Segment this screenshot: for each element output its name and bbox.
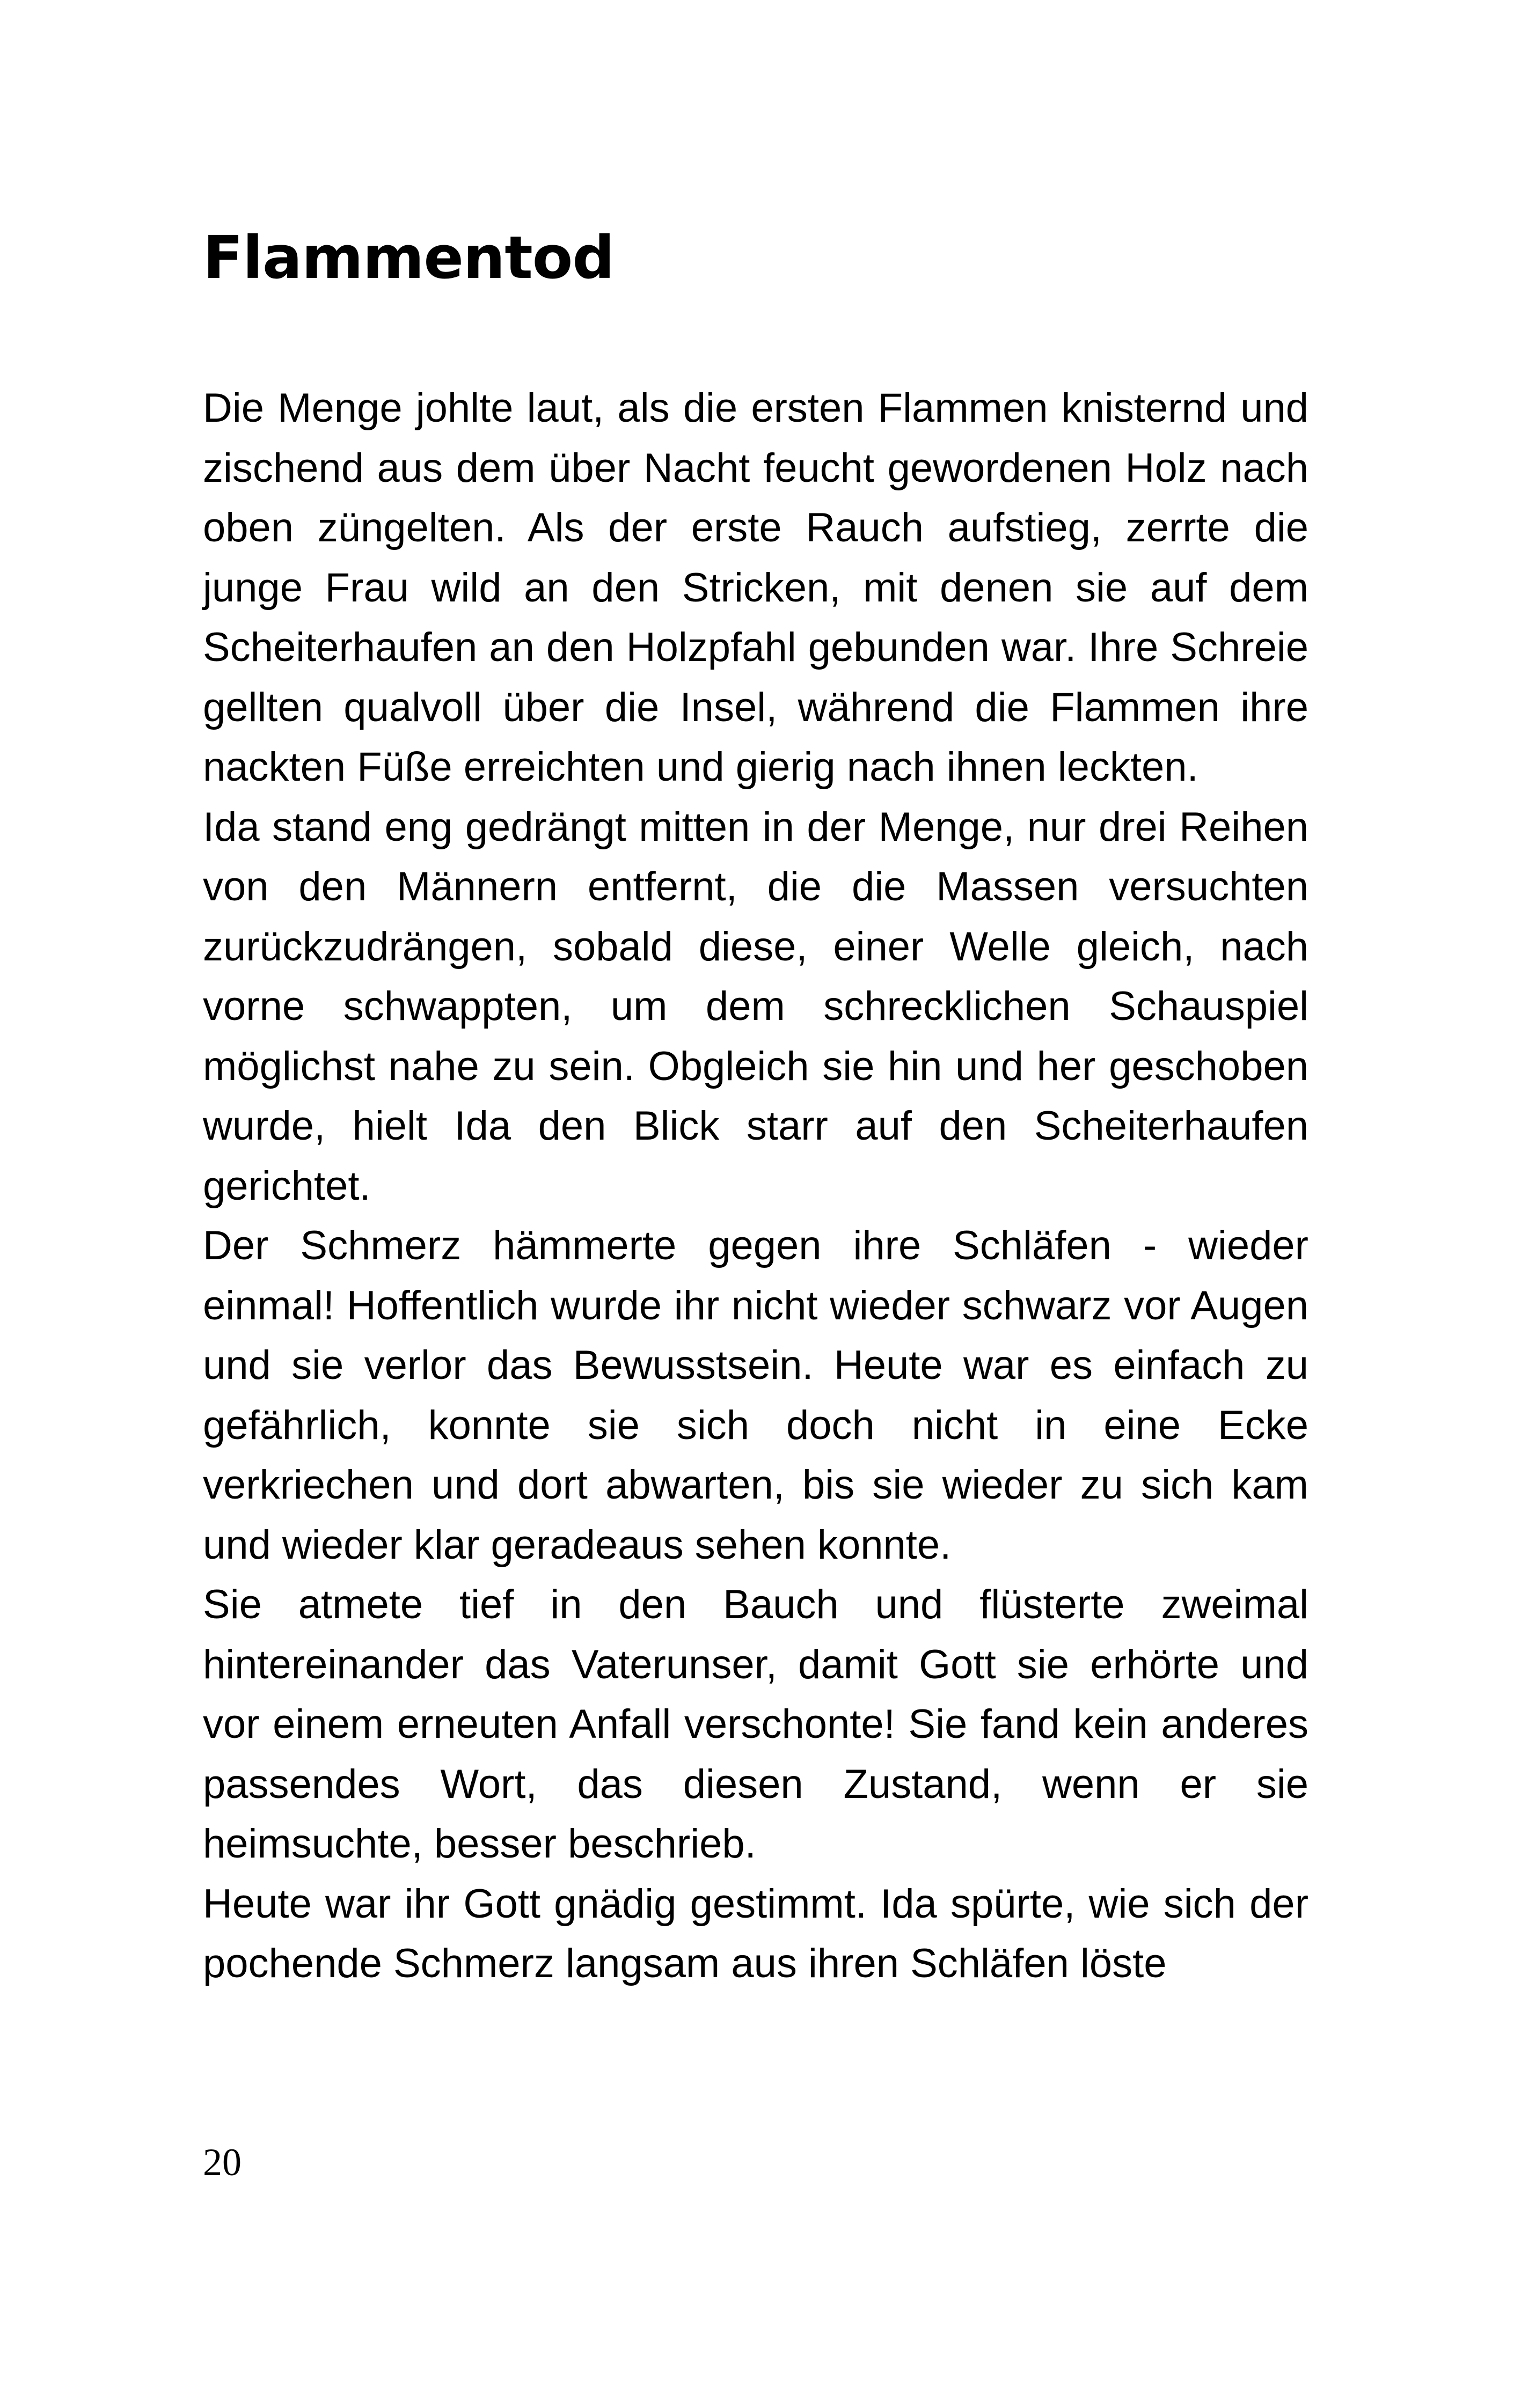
- page-number: 20: [203, 2141, 242, 2184]
- paragraph-5: Heute war ihr Gott gnädig gestimmt. Ida spürte, wie sich der pochende Schmerz langsam aus ihren Schläfen löste: [203, 1881, 1308, 1986]
- paragraph-4: Sie atmete tief in den Bauch und flüsterte zweimal hintereinander das Vaterunser, damit Gott sie erhörte und vor einem erneuten Anfall verschonte! Sie fand kein anderes passendes Wort, das diesen Zustand, wenn er sie heimsuchte, besser beschrieb.: [203, 1582, 1308, 1867]
- paragraph-1: Die Menge johlte laut, als die ersten Flammen knisternd und zischend aus dem über Nacht feucht gewordenen Holz nach oben züngelten. Als der erste Rauch aufstieg, zerrte die junge Frau wild an den Stricken, mit denen sie auf dem Scheiterhaufen an den Holzpfahl gebunden war. Ihre Schreie gellten qualvoll über die Insel, während die Flammen ihre nackten Füße erreichten und gierig nach ihnen leckten.: [203, 385, 1308, 790]
- chapter-title: Flammentod: [203, 223, 615, 292]
- paragraph-2: Ida stand eng gedrängt mitten in der Menge, nur drei Reihen von den Männern entfernt, die die Massen versuchten zurückzudrängen, sobald diese, einer Welle gleich, nach vorne schwappten, um dem schrecklichen Schauspiel möglichst nahe zu sein. Obgleich sie hin und her geschoben wurde, hielt Ida den Blick starr auf den Scheiterhaufen gerichtet.: [203, 804, 1308, 1209]
- chapter-body: [203, 378, 1308, 1994]
- paragraph-3: Der Schmerz hämmerte gegen ihre Schläfen - wieder einmal! Hoffentlich wurde ihr nicht wieder schwarz vor Augen und sie verlor das Bewusstsein. Heute war es einfach zu gefährlich, konnte sie sich doch nicht in eine Ecke verkriechen und dort abwarten, bis sie wieder zu sich kam und wieder klar geradeaus sehen konnte.: [203, 1223, 1308, 1568]
